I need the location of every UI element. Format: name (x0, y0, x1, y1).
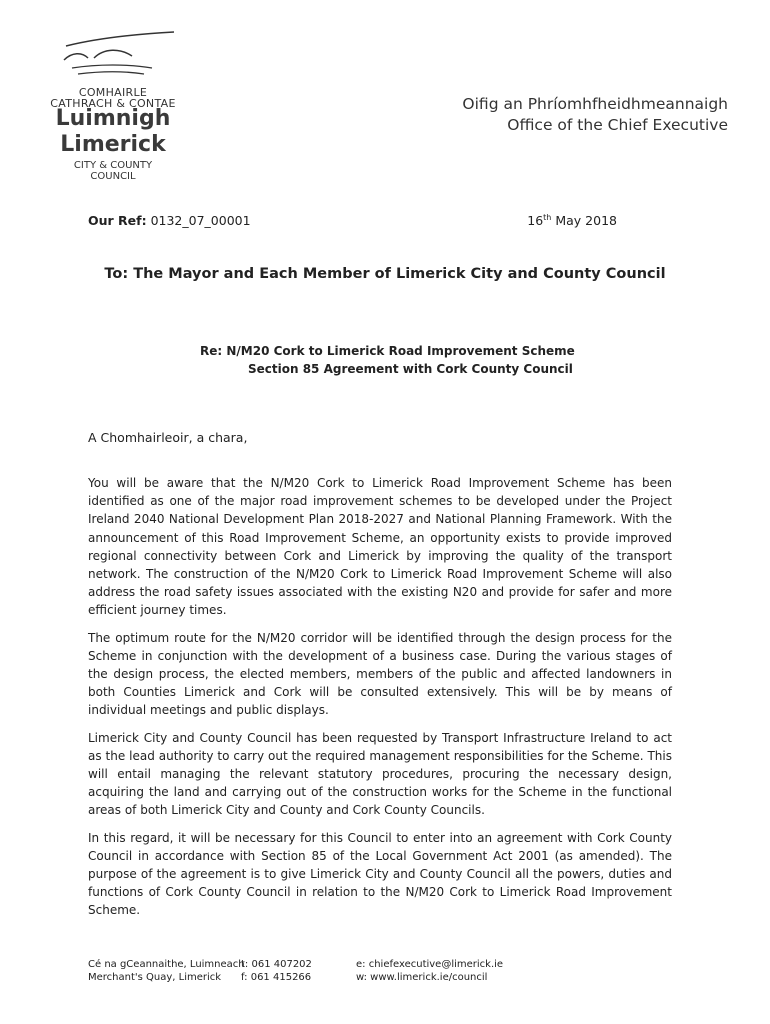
footer-phone (241, 958, 312, 984)
footer-address-irish: Cé na gCeannaithe, Luimneach (88, 959, 245, 970)
paragraph: The optimum route for the N/M20 corridor will be identified through the design process for the Scheme in conjunction with the development of a business case. During the various stages of the design process, the elected members, members of the public and affected landowners in both Counties Limerick and Cork will be consulted extensively. This will be by means of individual meetings and public displays. (88, 630, 672, 718)
date-suffix: th (543, 213, 552, 222)
ref-label: Our Ref: (88, 213, 147, 228)
office-heading (462, 94, 728, 136)
ref-value: 0132_07_00001 (150, 213, 251, 228)
footer-email: e: chiefexecutive@limerick.ie (356, 959, 504, 970)
subject-line-2: Section 85 Agreement with Cork County Council (248, 362, 573, 376)
office-english: Office of the Chief Executive (507, 116, 728, 134)
footer-address-english: Merchant's Quay, Limerick (88, 972, 222, 983)
paragraph: You will be aware that the N/M20 Cork to Limerick Road Improvement Scheme has been identified as one of the major road improvement schemes to be developed under the Project Ireland 2040 National Development Plan 2018-2027 and National Planning Framework. With the announcement of this Road Improvement Scheme, an opportunity exists to provide improved regional connectivity between Cork and Limerick by improving the quality of the transport network. The construction of the N/M20 Cork to Limerick Road Improvement Scheme will also address the road safety issues associated with the existing N20 and provide for safer and more efficient journey times. (88, 476, 672, 618)
footer-web: w: www.limerick.ie/council (356, 972, 488, 983)
footer-fax: f: 061 415266 (241, 972, 312, 983)
logo-text-council: COUNCIL (90, 171, 136, 182)
paragraph: In this regard, it will be necessary for this Council to enter into an agreement with Cork County Council in accordance with Section 85 of the Local Government Act 2001 (as amended). The purpose of the agreement is to give Limerick City and County Council all the powers, duties and functions of Cork County Council in relation to the N/M20 Cork to Limerick Road Improvement Scheme. (88, 830, 672, 918)
river-swoosh-icon (58, 30, 178, 82)
letter-body (88, 474, 672, 929)
addressee-line: To: The Mayor and Each Member of Limerick City and County Council (104, 266, 666, 282)
date-rest: May 2018 (551, 213, 617, 229)
logo-text-comhairle: COMHAIRLE (78, 86, 148, 99)
date-day: 16 (527, 213, 544, 229)
logo-text-city-county: CITY & COUNTY (73, 160, 153, 171)
paragraph: Limerick City and County Council has been requested by Transport Infrastructure Ireland to act as the lead authority to carry out the required management responsibilities for the Scheme. This will entail managing the relevant statutory procedures, procuring the necessary design, acquiring the land and carrying out of the construction works for the Scheme in the functional areas of both Limerick City and County and Cork County Councils. (88, 730, 672, 818)
logo-text-limerick: Limerick (60, 132, 166, 157)
logo-text-cathrach: CATHRACH & CONTAE (50, 97, 176, 110)
subject-block (200, 342, 575, 378)
footer-contact (356, 958, 503, 984)
logo-text-luimnigh: Luimnigh (55, 106, 171, 131)
reference (88, 213, 251, 228)
subject-line-1: Re: N/M20 Cork to Limerick Road Improvement Scheme (200, 344, 575, 358)
office-irish: Oifig an Phríomhfheidhmeannaigh (462, 95, 728, 113)
footer-address (88, 958, 245, 984)
salutation: A Chomhairleoir, a chara, (88, 430, 248, 445)
letter-date (527, 213, 617, 228)
footer-tel: t: 061 407202 (241, 959, 312, 970)
